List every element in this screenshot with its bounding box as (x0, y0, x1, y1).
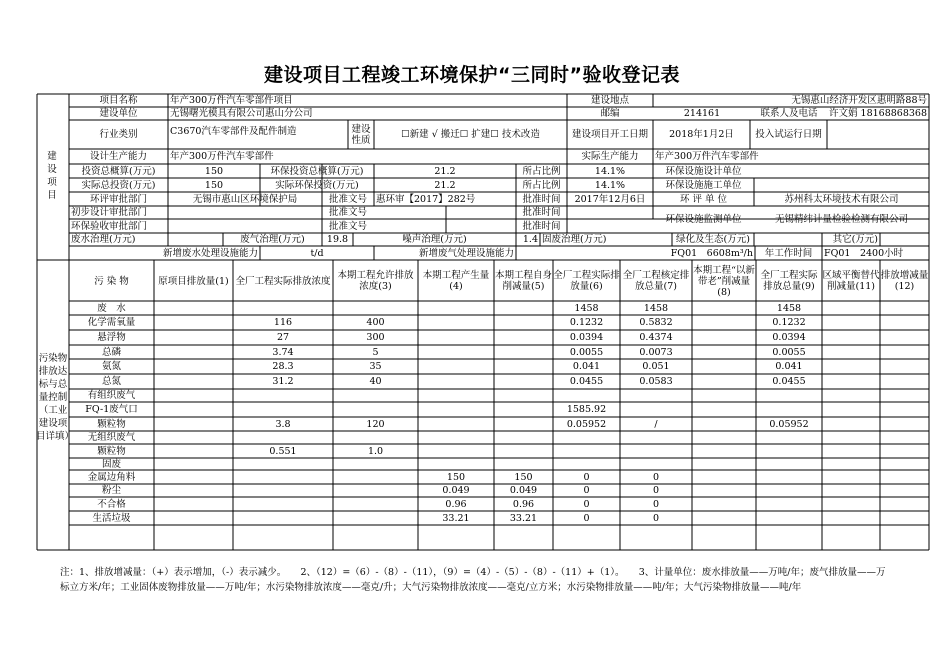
table-cell (233, 470, 333, 484)
table-cell: 0.041 (572, 361, 601, 372)
actual-env-value: 21.2 (434, 179, 456, 191)
new-ww-label: 新增废水处理设施能力 (162, 247, 258, 259)
work-hours-value: FQ01 2400小时 (824, 247, 904, 259)
solid-label: 固废治理(万元) (542, 234, 607, 245)
table-cell (233, 458, 333, 470)
doc-no-label-3: 批准文号 (328, 220, 367, 232)
table-cell (333, 497, 418, 511)
pollutant-header-cell: 全厂工程实际排放总量(9) (760, 270, 818, 292)
pollutant-header-cell: 本期工程允许排放浓度(3) (337, 270, 414, 292)
table-cell: 0 (652, 471, 660, 483)
table-cell (494, 431, 553, 444)
facility-build-label: 环保设施施工单位 (665, 179, 742, 191)
table-cell: 0.0394 (772, 332, 806, 343)
eia-dept-label: 环评审批部门 (89, 193, 147, 205)
table-cell: 0 (652, 485, 660, 496)
table-cell: 1458 (643, 302, 669, 314)
table-cell: 1458 (574, 302, 599, 314)
actual-env-label: 实际环保投资(万元) (275, 179, 359, 191)
table-cell: 0.0055 (772, 346, 806, 358)
table-cell: 0.0073 (639, 346, 673, 358)
table-cell: 0.4374 (639, 332, 673, 343)
pollutant-header-cell: 本期工程自身削减量(5) (494, 270, 552, 292)
other-label: 其它(万元) (832, 234, 878, 245)
table-cell (333, 301, 418, 315)
table-cell (494, 301, 553, 315)
pollutant-header-cell: 区域平衡替代削减量(11) (822, 270, 880, 292)
table-cell (233, 525, 333, 550)
table-cell (553, 389, 620, 402)
industry-value: C3670汽车零部件及配件制造 (170, 125, 297, 137)
industry-label: 行业类别 (99, 129, 138, 140)
pollutant-header-cell: 本期工程产生量(4) (422, 270, 490, 292)
table-cell (233, 484, 333, 497)
table-cell: 0 (583, 498, 590, 510)
project-name-value: 年产300万件汽车零部件项目 (170, 95, 293, 106)
gas-treat-label: 废气治理(万元) (240, 234, 305, 245)
table-cell (418, 417, 494, 431)
pollutant-header-cell: 污 染 物 (94, 275, 129, 287)
monitor-value: 无锡精纬计量检验检测有限公司 (774, 214, 908, 225)
table-cell (418, 389, 494, 402)
table-cell (418, 374, 494, 389)
pollutant-name-cell: 总氮 (101, 376, 121, 387)
table-cell (494, 525, 553, 550)
work-hours-label: 年工作时间 (764, 247, 813, 259)
table-cell (620, 431, 692, 444)
facility-design-label: 环保设施设计单位 (665, 165, 742, 177)
location-value: 无锡惠山经济开发区惠明路88号 (791, 95, 927, 106)
eia-dept-value: 无锡市惠山区环境保护局 (192, 193, 298, 205)
actual-capacity-value: 年产300万件汽车零部件 (655, 151, 759, 162)
table-cell: 31.2 (272, 376, 294, 387)
table-cell: 0 (583, 512, 590, 524)
env-budget-value: 21.2 (434, 165, 456, 177)
table-cell (494, 315, 553, 330)
ratio2-label: 所占比例 (522, 179, 561, 191)
table-cell (494, 444, 553, 458)
table-cell: 300 (366, 332, 385, 343)
table-cell: 120 (366, 418, 385, 430)
new-gas-label: 新增废气处理设施能力 (418, 247, 514, 259)
table-cell: 0.0583 (639, 376, 673, 387)
pollutant-name-cell: 悬浮物 (97, 332, 126, 343)
eia-unit-value: 苏州科太环境技术有限公司 (784, 193, 899, 205)
table-cell (494, 417, 553, 431)
table-cell (756, 444, 822, 458)
pollutant-header-cell: 原项目排放量(1) (158, 275, 229, 287)
pollutant-name-cell: 颗粒物 (97, 418, 126, 430)
table-cell: 0.5832 (639, 317, 673, 328)
table-cell: 0.05952 (566, 418, 607, 430)
side-label-construction: 建设项目 (47, 151, 57, 201)
ratio2-value: 14.1% (594, 179, 626, 191)
unit-label: 建设单位 (99, 108, 138, 119)
ratio1-label: 所占比例 (522, 165, 561, 177)
pollutant-name-cell: 生活垃圾 (92, 512, 131, 524)
table-cell (553, 525, 620, 550)
table-cell (553, 431, 620, 444)
side-label-pollutants: 污染物排放达标与总量控制（工业建设项目详填） (36, 353, 75, 442)
table-cell: 0 (652, 512, 660, 524)
table-cell (333, 525, 418, 550)
table-cell (418, 301, 494, 315)
table-cell (494, 359, 553, 374)
ww-treat-label: 废水治理(万元) (71, 234, 136, 245)
table-cell: 1585.92 (566, 404, 607, 415)
table-cell: 0.96 (512, 498, 535, 510)
table-cell: 0.1232 (772, 317, 806, 328)
approve-time-label-3: 批准时间 (522, 220, 561, 232)
contact-value: 许文娟 18168868368 (829, 108, 928, 119)
table-cell: / (654, 418, 658, 430)
ratio1-value: 14.1% (594, 165, 626, 177)
table-cell: 0.0394 (569, 332, 604, 343)
location-label: 建设地点 (590, 95, 629, 106)
actual-capacity-label: 实际生产能力 (581, 151, 639, 162)
pollutant-name-cell: 氨氮 (101, 361, 121, 372)
table-cell (418, 359, 494, 374)
doc-no-value: 惠环审【2017】282号 (376, 193, 476, 205)
table-cell: 400 (366, 317, 385, 328)
pollutant-header-cell: 本期工程“以新带老”削减量(8) (693, 264, 755, 298)
table-cell (756, 511, 822, 525)
start-label: 建设项目开工日期 (571, 129, 648, 140)
pollutant-name-cell: 不合格 (97, 498, 126, 510)
table-cell (233, 497, 333, 511)
table-cell: 150 (446, 471, 466, 483)
nature-options: ☐新建 √ 搬迁☐ 扩建☐ 技术改造 (401, 129, 540, 140)
monitor-label: 环保设施监测单位 (665, 214, 742, 225)
accept-dept-label: 环保验收审批部门 (71, 220, 148, 232)
table-cell (756, 389, 822, 402)
gas-treat-value: 19.8 (326, 234, 349, 245)
pollutant-name-cell: 固废 (101, 458, 121, 470)
table-cell (233, 511, 333, 525)
doc-no-label: 批准文号 (328, 193, 367, 205)
noise-value: 1.4 (522, 234, 538, 245)
form-title: 建设项目工程竣工环境保护“三同时”验收登记表 (264, 64, 680, 86)
table-cell (756, 458, 822, 470)
pollutant-name-cell: FQ-1废气口 (85, 404, 138, 415)
approve-time-value: 2017年12月6日 (574, 193, 646, 205)
table-cell (620, 444, 692, 458)
table-cell (333, 458, 418, 470)
table-cell (494, 402, 553, 417)
pollutant-name-cell: 金属边角料 (87, 471, 136, 483)
table-cell (233, 301, 333, 315)
approve-time-label: 批准时间 (522, 193, 561, 205)
pollutant-header-cell: 全厂工程实际排放浓度 (235, 275, 331, 287)
table-cell: 33.21 (509, 512, 538, 524)
table-cell: 40 (369, 376, 382, 387)
pollutant-name-cell: 有组织废气 (87, 390, 136, 401)
start-value: 2018年1月2日 (669, 129, 734, 140)
table-cell: 5 (372, 346, 379, 358)
eia-unit-label: 环 评 单 位 (679, 193, 728, 205)
table-cell: 0.0455 (569, 376, 604, 387)
table-cell: 33.21 (442, 512, 470, 524)
table-cell: 0.0055 (569, 346, 604, 358)
table-cell (620, 525, 692, 550)
doc-no-label-2: 批准文号 (328, 207, 367, 218)
actual-inv-label: 实际总投资(万元) (81, 179, 156, 191)
table-cell: 0.0455 (772, 376, 806, 387)
table-cell (494, 374, 553, 389)
table-cell (553, 458, 620, 470)
table-cell (418, 431, 494, 444)
table-cell (494, 389, 553, 402)
table-cell: 116 (273, 317, 293, 328)
table-cell (333, 389, 418, 402)
table-cell: 0.049 (442, 485, 470, 496)
pollutant-name-cell: 废 水 (97, 302, 126, 314)
table-cell: 0.049 (509, 485, 538, 496)
prelim-dept-label: 初步设计审批部门 (71, 207, 148, 218)
pollutant-header-cell: 排放增减量(12) (880, 270, 929, 292)
table-cell (418, 315, 494, 330)
capacity-value: 年产300万件汽车零部件 (170, 151, 274, 162)
table-cell: 0.05952 (769, 418, 809, 430)
pollutant-name-cell: 化学需氧量 (87, 317, 136, 328)
table-cell (418, 525, 494, 550)
table-cell (756, 470, 822, 484)
table-cell (756, 402, 822, 417)
table-cell (756, 431, 822, 444)
pollutant-name-cell: 无组织废气 (87, 432, 136, 443)
table-cell: 0.96 (445, 498, 467, 510)
table-cell (233, 389, 333, 402)
table-cell (418, 345, 494, 359)
table-cell: 0.551 (269, 445, 297, 457)
approve-time-label-2: 批准时间 (522, 207, 561, 218)
table-cell (333, 431, 418, 444)
table-cell: 3.8 (275, 418, 291, 430)
pollutant-name-cell: 颗粒物 (97, 445, 126, 457)
pollutant-header-cell: 全厂工程实际排放量(6) (553, 270, 620, 292)
table-cell: 28.3 (272, 361, 294, 372)
pollutant-name-cell (69, 525, 154, 550)
table-cell (494, 458, 553, 470)
table-cell (418, 402, 494, 417)
table-cell: 35 (369, 361, 382, 372)
table-cell (233, 402, 333, 417)
table-cell: 0 (583, 485, 590, 496)
table-cell: 150 (514, 471, 533, 483)
table-cell (333, 511, 418, 525)
pollutant-header-cell: 全厂工程核定排放总量(7) (622, 270, 690, 292)
table-cell (333, 402, 418, 417)
table-cell (233, 431, 333, 444)
table-cell (494, 330, 553, 345)
table-cell: 1.0 (367, 445, 384, 457)
env-budget-label: 环保投资总概算(万元) (270, 165, 364, 177)
project-name-label: 项目名称 (99, 95, 138, 106)
table-cell (418, 458, 494, 470)
noise-label: 噪声治理(万元) (402, 234, 467, 245)
table-cell (620, 389, 692, 402)
postcode-value: 214161 (683, 108, 721, 119)
inv-budget-label: 投资总概算(万元) (81, 165, 156, 177)
table-cell: 0.1232 (569, 317, 604, 328)
table-cell: 3.74 (272, 346, 294, 358)
table-cell (418, 330, 494, 345)
inv-budget-value: 150 (204, 165, 224, 177)
actual-inv-value: 150 (204, 179, 224, 191)
table-cell (494, 345, 553, 359)
new-ww-unit: t/d (310, 247, 324, 259)
table-cell (553, 444, 620, 458)
table-cell: 0 (583, 471, 590, 483)
postcode-label: 邮编 (600, 108, 620, 119)
capacity-label: 设计生产能力 (89, 151, 147, 162)
table-cell: 1458 (776, 302, 802, 314)
pollutant-name-cell: 粉尘 (101, 485, 121, 496)
table-cell (620, 458, 692, 470)
footnote: 注：1、排放增减量：（+）表示增加，（-）表示减少。 2、（12）=（6）-（8）-（11），（9）=（4）-（5）-（8）-（11）+（1）。 3、计量单位：废水排放量——万吨/年；废气排放量——万标立方米/年；工业固体废物排放量——万吨/年；水污染物排放浓度——毫克/升；大气污染物排放浓度——毫克/立方米；水污染物排放量——吨/年；大气污染物排放量——吨/年 (60, 567, 886, 593)
pollutant-name-cell: 总磷 (101, 346, 121, 358)
table-cell: 27 (276, 332, 290, 343)
nature-label: 建设性质 (351, 123, 371, 146)
table-cell: 0 (652, 498, 660, 510)
trial-label: 投入试运行日期 (755, 129, 822, 140)
table-cell (756, 525, 822, 550)
table-cell (333, 484, 418, 497)
contact-label: 联系人及电话 (760, 108, 818, 119)
table-cell (756, 497, 822, 511)
new-gas-value: FQ01 6608m³/h (670, 247, 753, 259)
green-label: 绿化及生态(万元) (676, 234, 750, 245)
table-cell (418, 444, 494, 458)
table-cell (756, 484, 822, 497)
unit-value: 无锡曙光模具有限公司惠山分公司 (170, 108, 313, 119)
table-cell: 0.041 (775, 361, 803, 372)
table-cell (620, 402, 692, 417)
table-cell (333, 470, 418, 484)
table-cell: 0.051 (642, 361, 670, 372)
